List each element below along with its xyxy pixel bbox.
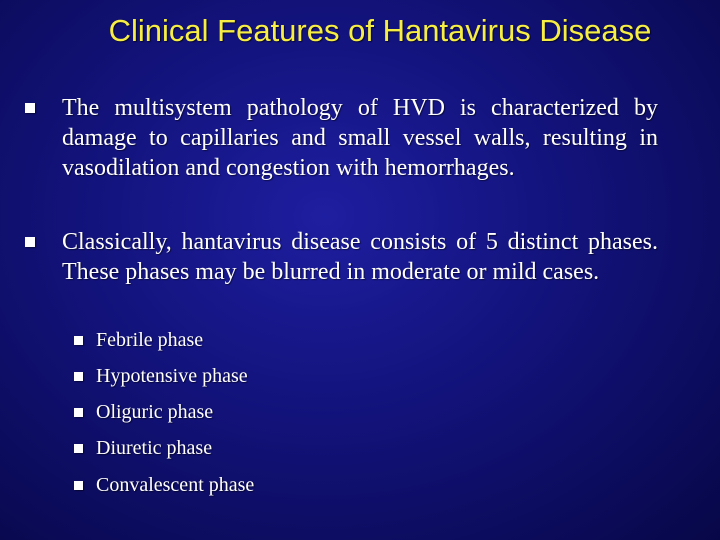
phase-item: Oliguric phase <box>96 401 214 423</box>
square-bullet-icon <box>74 372 83 381</box>
square-bullet-icon <box>25 237 35 247</box>
bullet-item: Classically, hantavirus disease consists of 5 distinct phases. These phases may be blurred in moderate or mild cases. <box>62 229 658 285</box>
bullet-item: The multisystem pathology of HVD is characterized by damage to capillaries and small vessel walls, resulting in vasodilation and congestion with hemorrhages. <box>62 95 658 181</box>
square-bullet-icon <box>74 444 83 453</box>
phase-item: Hypotensive phase <box>96 365 248 387</box>
phase-item: Febrile phase <box>96 329 204 351</box>
phase-item: Convalescent phase <box>96 474 255 496</box>
square-bullet-icon <box>25 103 35 113</box>
phase-item: Diuretic phase <box>96 437 213 459</box>
square-bullet-icon <box>74 481 83 490</box>
square-bullet-icon <box>74 408 83 417</box>
square-bullet-icon <box>74 336 83 345</box>
slide-title: Clinical Features of Hantavirus Disease <box>108 13 652 48</box>
